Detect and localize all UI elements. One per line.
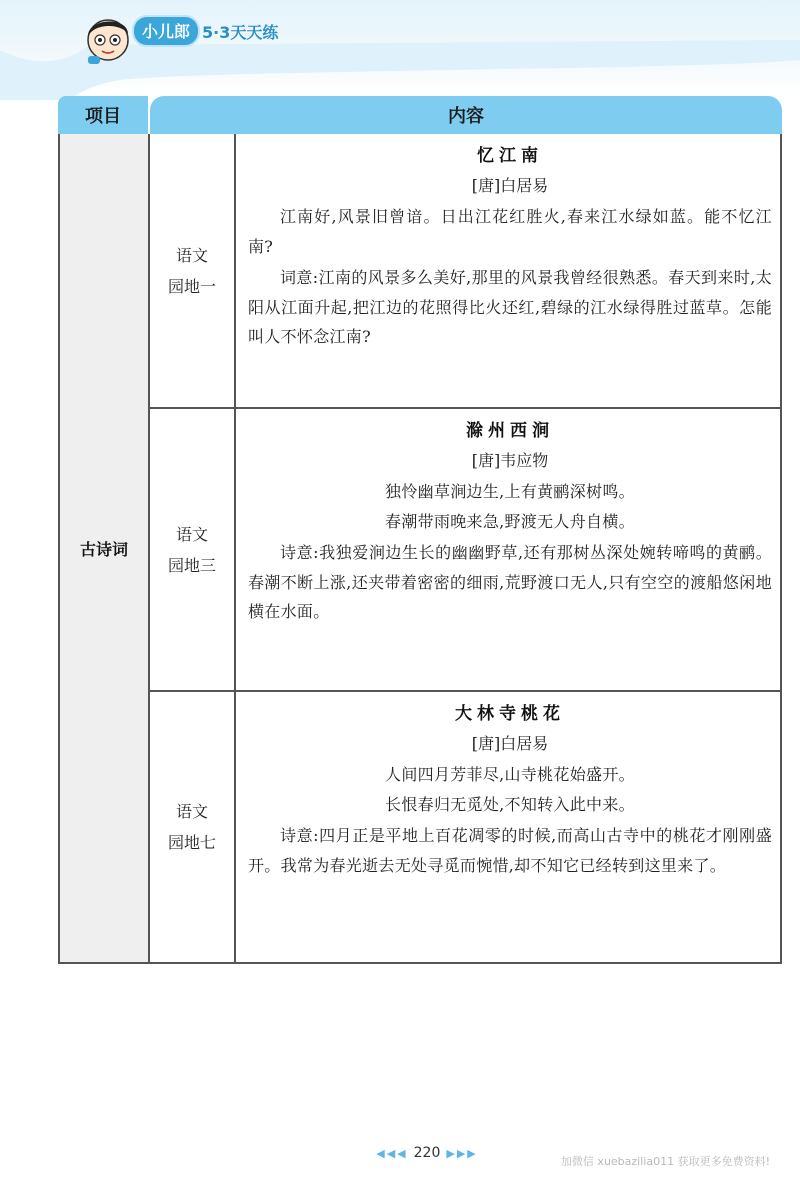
poetry-table [58, 96, 782, 964]
poem-meaning: 词意:江南的风景多么美好,那里的风景我曾经很熟悉。春天到来时,太阳从江面升起,把江边的花照得比火还红,碧绿的江水绿得胜过蓝草。怎能叫人不怀念江南? [248, 268, 772, 346]
poem-title: 忆江南 [477, 146, 543, 166]
table-row [150, 134, 780, 407]
poem-content [236, 134, 780, 407]
unit-label-line1: 语文 [175, 524, 208, 544]
unit-label [150, 409, 236, 690]
column-header-content: 内容 [150, 96, 782, 134]
poem-meaning: 诗意:四月正是平地上百花凋零的时候,而高山古寺中的桃花才刚刚盛开。我常为春光逝去无处寻觅而惋惜,却不知它已经转到这里来了。 [248, 826, 772, 875]
page-navigation [364, 1143, 490, 1163]
unit-label-line2: 园地七 [167, 833, 216, 852]
category-label: 古诗词 [79, 539, 128, 559]
poem-line: 独怜幽草涧边生,上有黄鹂深树鸣。 [385, 482, 635, 501]
poem-line: 长恨春归无觅处,不知转入此中来。 [385, 794, 635, 814]
poem-line: 春潮带雨晚来急,野渡无人舟自横。 [385, 511, 635, 531]
poem-meaning: 诗意:我独爱涧边生长的幽幽野草,还有那树丛深处婉转啼鸣的黄鹂。春潮不断上涨,还夹带着密密的细雨,荒野渡口无人,只有空空的渡船悠闲地横在水面。 [248, 543, 772, 621]
poem-title: 大林寺桃花 [455, 704, 565, 724]
unit-label-line2: 园地一 [167, 276, 216, 296]
poem-title: 滁州西涧 [466, 421, 554, 441]
poem-author: [唐]韦应物 [471, 451, 549, 470]
table-row [150, 407, 780, 690]
mascot-logo [82, 10, 134, 66]
watermark: 加微信 xuebazilia011 获取更多免费资料! [560, 1155, 770, 1168]
unit-label [150, 692, 236, 962]
poem-author: [唐]白居易 [471, 734, 549, 753]
brand-series: 5·3天天练 [202, 22, 279, 42]
triangles-right-icon: ▶▶▶ [446, 1146, 478, 1160]
column-header-project: 项目 [58, 96, 148, 134]
unit-label [150, 134, 236, 407]
unit-label-line1: 语文 [175, 245, 208, 265]
page-number: 220 [413, 1145, 441, 1161]
brand [134, 18, 278, 44]
unit-label-line2: 园地三 [167, 555, 216, 575]
poem-content [236, 692, 780, 962]
table-row [150, 690, 780, 962]
brand-name: 小儿郎 [134, 17, 198, 45]
table-rows [148, 134, 782, 964]
poem-line: 人间四月芳菲尽,山寺桃花始盛开。 [385, 765, 635, 784]
category-cell [58, 134, 148, 964]
poem-text: 江南好,风景旧曾谙。日出江花红胜火,春来江水绿如蓝。能不忆江南? [248, 207, 772, 256]
triangles-left-icon: ◀◀◀ [376, 1146, 408, 1160]
poem-author: [唐]白居易 [471, 176, 549, 195]
poem-content [236, 409, 780, 690]
unit-label-line1: 语文 [175, 802, 208, 821]
